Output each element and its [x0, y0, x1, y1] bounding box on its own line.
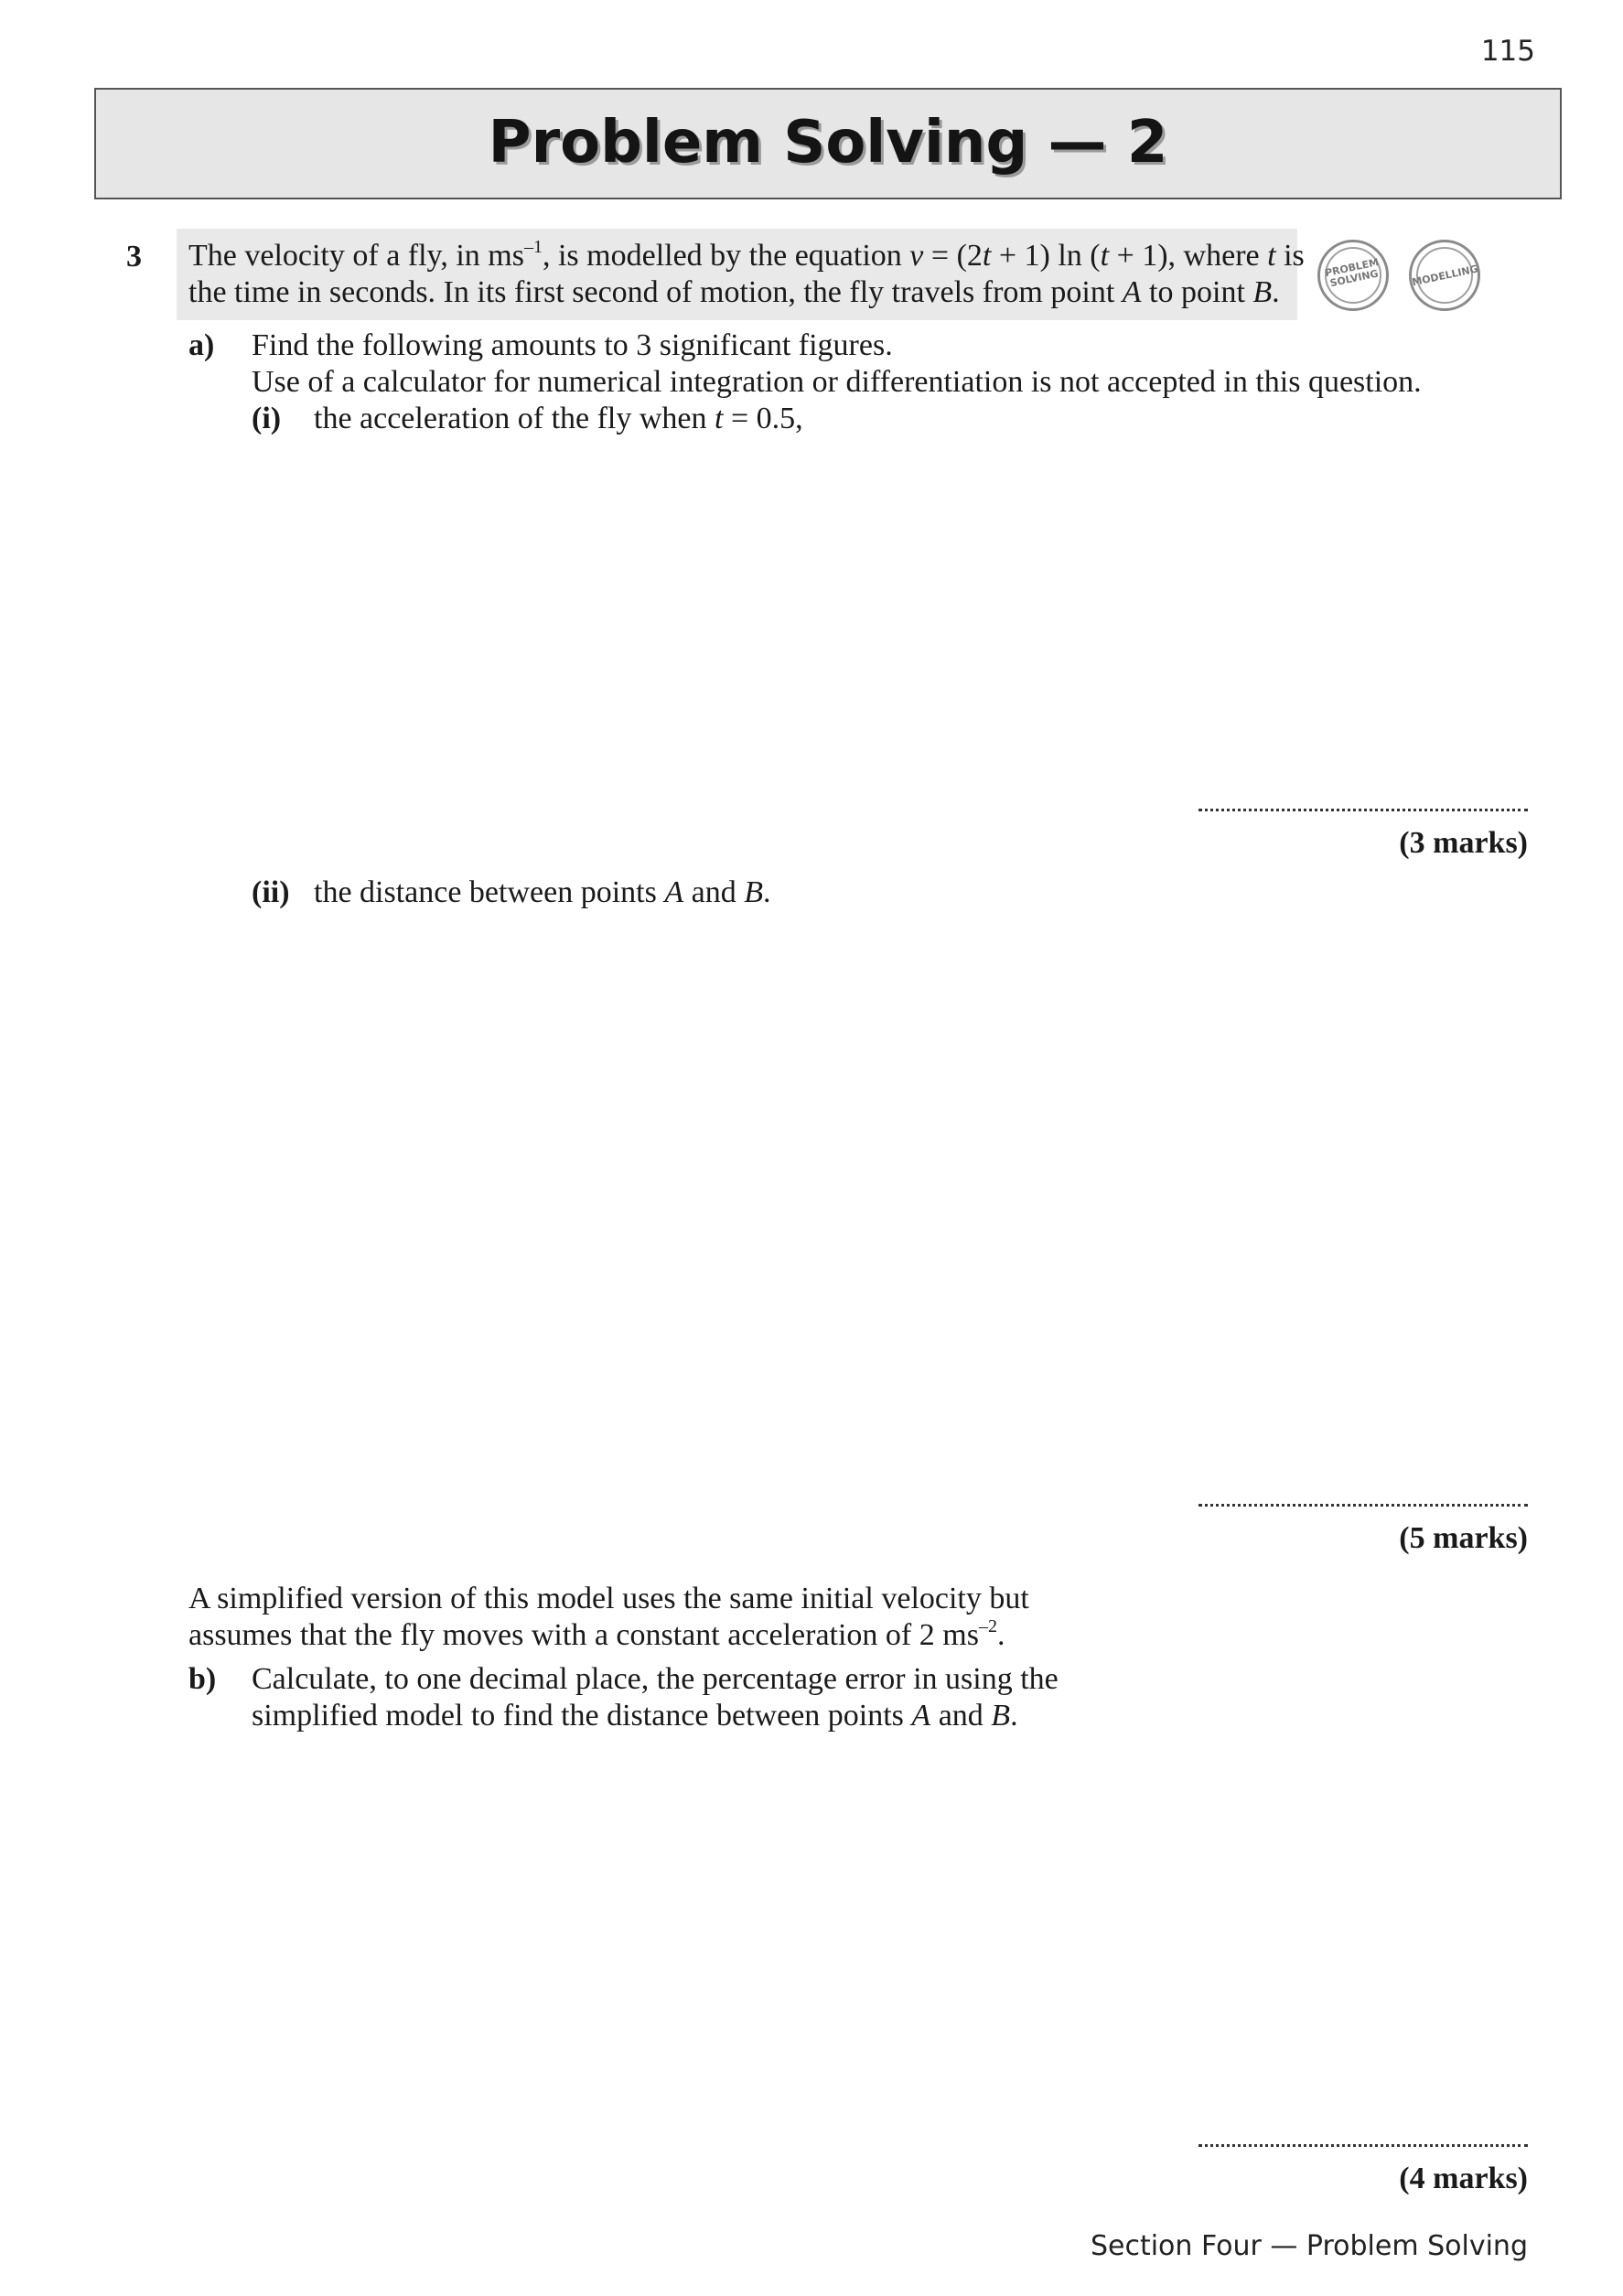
simplified-model-line-1: A simplified version of this model uses the same initial velocity but [188, 1582, 1029, 1615]
simplified-model-line-2: assumes that the fly moves with a constant acceleration of 2 $ms^{-2}$. [188, 1616, 1005, 1652]
part-b-line-2: simplified model to find the distance between points A and B. [252, 1699, 1018, 1733]
part-b-label: b) [188, 1662, 217, 1696]
answer-line-a-ii[interactable] [1198, 1504, 1528, 1507]
part-a-i-label: (i) [252, 402, 282, 435]
question-stem-line-1: The velocity of a fly, in $ms^{-1}$, is modelled by the equation v = (2t + 1) ln (t + 1), where t is [188, 237, 1305, 273]
footer-section-label: Section Four — Problem Solving [1090, 2230, 1528, 2262]
part-a-instruction-1: Find the following amounts to 3 significant figures. [252, 328, 893, 362]
problem-solving-badge-icon [1317, 240, 1389, 311]
page-number: 115 [1480, 35, 1535, 68]
part-a-instruction-2: Use of a calculator for numerical integration or differentiation is not accepted in this question. [252, 365, 1422, 399]
part-a-i-text: the acceleration of the fly when t = 0.5, [314, 402, 803, 435]
page-title: Problem Solving — 2 [488, 109, 1168, 177]
title-banner [94, 88, 1562, 199]
problem-solving-badge-label: PROBLEM SOLVING [1324, 256, 1381, 290]
answer-line-b[interactable] [1198, 2144, 1528, 2147]
answer-line-a-i[interactable] [1198, 809, 1528, 811]
part-a-label: a) [188, 328, 215, 362]
marks-a-i: (3 marks) [1399, 826, 1528, 860]
question-number: 3 [126, 240, 142, 274]
part-b-line-1: Calculate, to one decimal place, the percentage error in using the [252, 1662, 1059, 1696]
modelling-badge-icon [1409, 240, 1480, 311]
modelling-badge-label: MODELLING [1411, 263, 1479, 289]
marks-b: (4 marks) [1399, 2162, 1528, 2195]
question-stem-line-2: the time in seconds. In its first second of motion, the fly travels from point A to point B. [188, 275, 1280, 309]
part-a-ii-text: the distance between points A and B. [314, 875, 771, 909]
part-a-ii-label: (ii) [252, 875, 290, 909]
marks-a-ii: (5 marks) [1399, 1521, 1528, 1555]
